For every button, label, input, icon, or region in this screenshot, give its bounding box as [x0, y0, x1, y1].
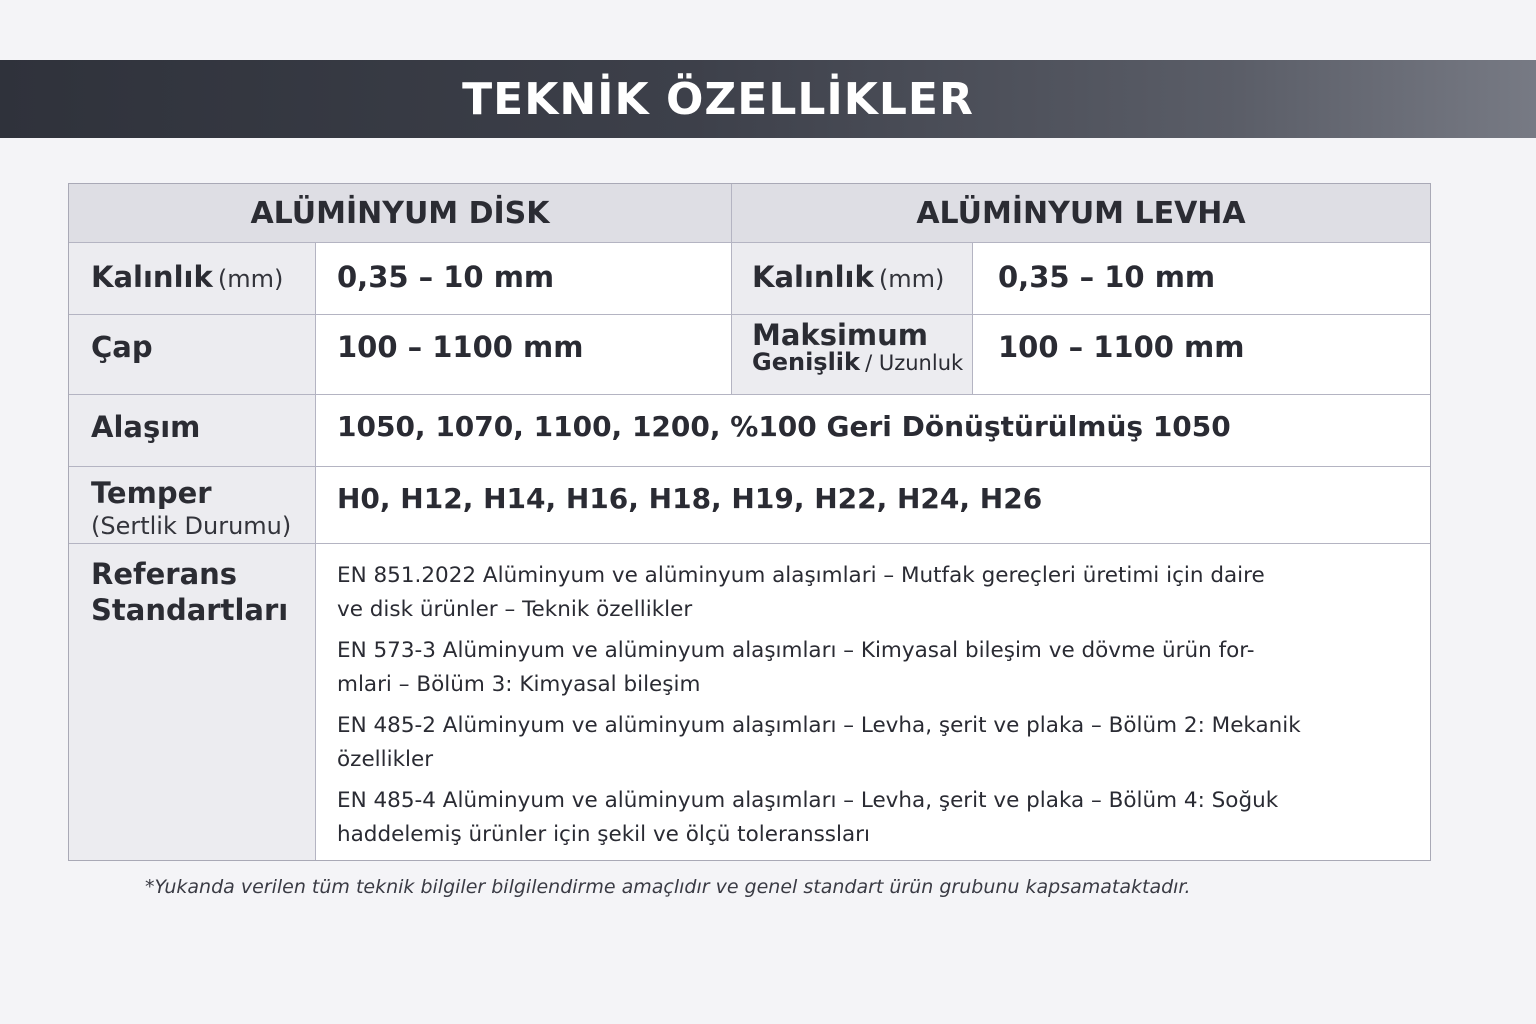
alasim-label: Alaşım: [91, 410, 201, 444]
ref-line: EN 573-3 Alüminyum ve alüminyum alaşımları – Kimyasal bileşim ve dövme ürün for-: [337, 638, 1255, 663]
levha-kalinlik-value: 0,35 – 10 mm: [998, 260, 1216, 294]
ref-line: EN 485-4 Alüminyum ve alüminyum alaşımları – Levha, şerit ve plaka – Bölüm 4: Soğuk: [337, 788, 1279, 813]
divider: [315, 242, 316, 860]
ref-line: haddelemiş ürünler için şekil ve ölçü toleranssları: [337, 822, 870, 847]
temper-value: H0, H12, H14, H16, H18, H19, H22, H24, H26: [337, 482, 1043, 515]
divider: [69, 314, 1430, 315]
header-levha: ALÜMİNYUM LEVHA: [916, 196, 1246, 231]
ref-line: EN 851.2022 Alüminyum ve alüminyum alaşımlari – Mutfak gereçleri üretimi için daire: [337, 563, 1265, 588]
divider: [69, 242, 1430, 243]
temper-text: Temper: [91, 476, 212, 510]
kalinlik-text: Kalınlık: [752, 260, 874, 294]
uzunluk-text: / Uzunluk: [865, 351, 964, 375]
unit-text: (mm): [217, 265, 284, 293]
genislik-text: Genişlik: [752, 348, 860, 376]
ref-line: özellikler: [337, 747, 434, 772]
footnote: *Yukanda verilen tüm teknik bilgiler bilgilendirme amaçlıdır ve genel standart ürün grubunu kapsamataktadır.: [145, 876, 1191, 898]
divider: [972, 242, 973, 394]
list-item: [337, 709, 1427, 777]
temper-label: [91, 476, 291, 540]
levha-kalinlik-label: [752, 260, 944, 294]
list-item: [337, 559, 1427, 627]
referans-label: [91, 556, 288, 628]
ref-line: mlari – Bölüm 3: Kimyasal bileşim: [337, 672, 701, 697]
page-title: TEKNİK ÖZELLİKLER: [462, 73, 974, 125]
divider: [69, 394, 1430, 395]
list-item: [337, 634, 1427, 702]
divider: [69, 543, 1430, 544]
unit-text: (mm): [878, 265, 945, 293]
divider: [69, 466, 1430, 467]
maksimum-text: Maksimum: [752, 318, 928, 352]
standartlari-text: Standartları: [91, 593, 289, 627]
ref-line: ve disk ürünler – Teknik özellikler: [337, 597, 693, 622]
kalinlik-text: Kalınlık: [91, 260, 213, 294]
referans-list: [337, 559, 1427, 859]
ref-line: EN 485-2 Alüminyum ve alüminyum alaşımları – Levha, şerit ve plaka – Bölüm 2: Mekanik: [337, 713, 1301, 738]
title-banner: [0, 60, 1536, 138]
disk-kalinlik-label: [91, 260, 283, 294]
temper-sublabel: (Sertlik Durumu): [91, 512, 292, 540]
disk-cap-value: 100 – 1100 mm: [337, 330, 584, 364]
alasim-value: 1050, 1070, 1100, 1200, %100 Geri Dönüştürülmüş 1050: [337, 410, 1231, 443]
spec-table: [68, 183, 1431, 861]
list-item: [337, 784, 1427, 852]
levha-maks-value: 100 – 1100 mm: [998, 330, 1245, 364]
levha-maks-label: [752, 320, 963, 380]
disk-kalinlik-value: 0,35 – 10 mm: [337, 260, 555, 294]
referans-text: Referans: [91, 557, 238, 591]
disk-cap-label: Çap: [91, 330, 153, 364]
header-disk: ALÜMİNYUM DİSK: [250, 196, 550, 231]
